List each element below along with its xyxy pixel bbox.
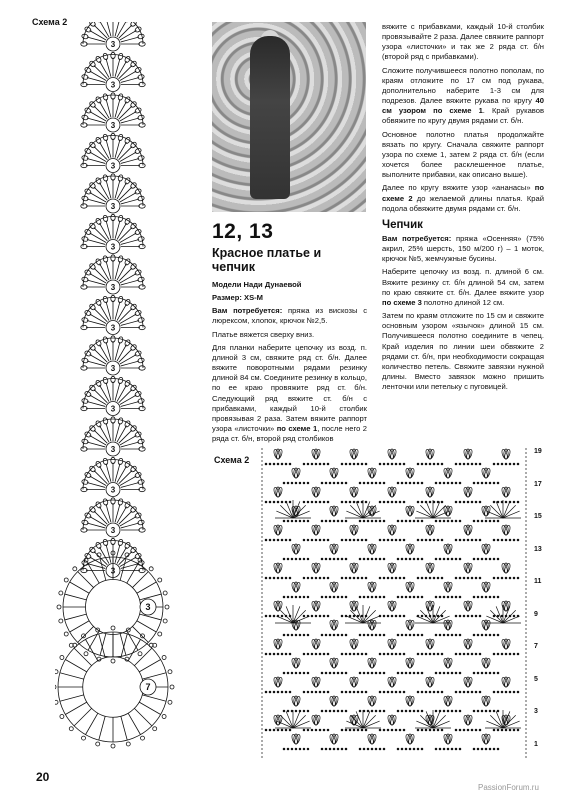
leaf-cluster <box>303 639 329 655</box>
pineapple-crochet-chart <box>258 448 530 760</box>
leaf-cluster <box>455 715 481 731</box>
fan-motif <box>81 336 145 375</box>
leaf-cluster <box>379 677 405 693</box>
leaf-cluster <box>417 525 443 541</box>
leaf-cluster <box>455 487 481 503</box>
leaf-cluster <box>473 620 499 636</box>
leaf-cluster <box>379 601 405 617</box>
motif-number: 3 <box>110 445 116 454</box>
leaf-cluster <box>397 582 423 598</box>
row-number: 5 <box>534 675 538 683</box>
col2-paragraph-1: вяжите с прибавками, каждый 10-й столбик провязывайте 2 раза. Далее свяжите раппорт узора «листочки» и так же 2 ряда ст. б/н (второй ряд с прибавками). <box>382 22 545 62</box>
leaf-cluster <box>359 544 385 560</box>
motif-number: 3 <box>110 404 116 414</box>
size-line: Размер: XS-M <box>212 293 263 303</box>
fan-motif <box>81 255 145 294</box>
leaf-cluster <box>283 620 309 636</box>
leaf-cluster <box>359 658 385 674</box>
leaf-cluster <box>435 658 461 674</box>
leaf-cluster <box>473 506 499 522</box>
motif-number: 3 <box>110 121 116 130</box>
row-number: 17 <box>534 480 542 488</box>
leaf-cluster <box>321 582 347 598</box>
leaf-cluster <box>493 563 519 579</box>
leaf-cluster <box>359 468 385 484</box>
row-number: 7 <box>534 643 538 650</box>
leaf-cluster <box>265 487 291 503</box>
leaf-cluster <box>493 449 519 465</box>
leaf-cluster <box>417 487 443 503</box>
leaf-cluster <box>379 487 405 503</box>
fan-motif <box>81 133 145 172</box>
leaf-cluster <box>435 696 461 712</box>
cap-title: Чепчик <box>382 218 423 231</box>
leaf-cluster <box>397 734 423 750</box>
col2-paragraph-4: Далее по кругу вяжите узор «ананасы» по схеме 2 до желаемой длины платья. Край подола обвяжите двумя рядами ст. б/н. <box>382 183 544 213</box>
cap-paragraph-1: Наберите цепочку из возд. п. длиной 6 см. Вяжите резинку ст. б/н длиной 54 см, затем по краю свяжите ст. б/н. Далее вяжите узор по схеме 3 полотно длиной 12 см. <box>382 267 544 307</box>
materials-line: Вам потребуется: пряжа из вискозы с люрексом, хлопок, крючок №2,5. <box>212 306 367 326</box>
motif-number: 3 <box>110 161 116 171</box>
leaf-cluster <box>455 601 481 617</box>
fan-motif <box>81 295 145 334</box>
row-number: 9 <box>534 610 538 618</box>
fan-motif <box>81 417 145 456</box>
row-number: 13 <box>534 545 542 553</box>
leaf-cluster <box>265 639 291 655</box>
col2-paragraph-2: Сложите получившееся полотно пополам, по краям отложите по 17 см под рукава, дополнительно наберите 1-3 см для подрезов. Далее вяжите рукава по кругу 40 см узором по схеме 1. Край рукавов обвяжите по кругу двумя рядами ст. б/н. <box>382 65 544 126</box>
leaf-cluster <box>435 468 461 484</box>
leaf-cluster <box>417 639 443 655</box>
intro-line: Платье вяжется сверху вниз. <box>212 329 315 339</box>
leaf-cluster <box>455 563 481 579</box>
leaf-cluster <box>341 525 367 541</box>
cap-materials: Вам потребуется: пряжа «Осенняя» (75% акрил, 25% шерсть, 150 м/200 г) – 1 моток, крючок №5, жемчужные бусины. <box>382 233 544 264</box>
leaf-cluster <box>435 734 461 750</box>
fan-arc <box>485 605 521 623</box>
leaf-cluster <box>321 658 347 674</box>
cap-paragraph-2: Затем по краям отложите по 15 см и свяжите основным узором «язычок» длиной 15 см. Получившееся полотно соедините в чепец. Край изделия по линии шеи обвяжите 2 рядами ст. б/н, при необходимости сокращая количество петель. Свяжите завязки нужной длины. Вместо завязок можно пришить ленточки или петельку с пуговицей. <box>382 311 544 392</box>
fan-motif <box>81 457 145 496</box>
leaf-cluster <box>417 563 443 579</box>
leaf-cluster <box>379 563 405 579</box>
bottom-scheme-label: Схема 2 <box>214 455 250 465</box>
leaf-cluster <box>265 563 291 579</box>
fan-arc <box>275 500 311 518</box>
article-number: 12, 13 <box>212 220 274 243</box>
leaf-cluster <box>321 620 347 636</box>
model-figure <box>250 36 290 199</box>
leaf-cluster <box>397 506 423 522</box>
leaf-cluster <box>473 658 499 674</box>
leaf-cluster <box>417 677 443 693</box>
leaf-cluster <box>303 525 329 541</box>
footer-watermark: PassionForum.ru <box>478 783 539 792</box>
page-number: 20 <box>36 770 50 784</box>
leaf-cluster <box>341 563 367 579</box>
motif-number: 3 <box>110 526 116 535</box>
leaf-cluster <box>473 582 499 598</box>
leaf-cluster <box>283 468 309 484</box>
fan-motif <box>81 498 145 537</box>
fan-motif <box>81 174 145 213</box>
leaf-cluster <box>397 696 423 712</box>
leaf-cluster <box>435 582 461 598</box>
leaf-cluster <box>265 677 291 693</box>
motif-number: 3 <box>110 566 116 576</box>
article-author: Модели Нади Дунаевой <box>212 280 302 289</box>
leaf-cluster <box>473 544 499 560</box>
leaf-cluster <box>397 620 423 636</box>
leaf-cluster <box>473 734 499 750</box>
fan-arc <box>415 710 451 728</box>
leaf-cluster <box>321 506 347 522</box>
model-photo <box>212 22 366 212</box>
leaf-cluster <box>379 715 405 731</box>
leaf-cluster <box>359 696 385 712</box>
fan-motif <box>81 214 145 253</box>
leaf-cluster <box>493 525 519 541</box>
leaf-cluster <box>321 734 347 750</box>
row-number: 1 <box>534 740 538 748</box>
fan-motif <box>81 52 145 91</box>
leaf-cluster <box>341 449 367 465</box>
leaf-cluster <box>283 582 309 598</box>
leaf-cluster <box>397 468 423 484</box>
leaf-cluster <box>417 449 443 465</box>
motif-number: 3 <box>110 40 116 49</box>
leaf-cluster <box>493 487 519 503</box>
leaf-cluster <box>493 639 519 655</box>
leaf-cluster <box>379 449 405 465</box>
leaf-cluster <box>435 620 461 636</box>
leaf-cluster <box>473 468 499 484</box>
leaf-cluster <box>379 525 405 541</box>
leaf-cluster <box>397 658 423 674</box>
fan-motif <box>81 376 145 415</box>
fan-arc <box>485 710 521 728</box>
row-number: 11 <box>534 578 542 585</box>
motif-number: 3 <box>110 283 116 292</box>
article-title: Красное платье и чепчик <box>212 246 322 274</box>
row-number: 3 <box>534 708 538 715</box>
leaf-cluster <box>283 544 309 560</box>
motif-number: 3 <box>110 485 116 495</box>
fan-arc <box>345 605 381 623</box>
leaf-cluster <box>493 677 519 693</box>
leaf-cluster <box>397 544 423 560</box>
leaf-cluster <box>473 696 499 712</box>
fan-arc <box>345 710 381 728</box>
leaf-cluster <box>283 506 309 522</box>
leaf-cluster <box>265 449 291 465</box>
motif-number: 3 <box>110 202 116 211</box>
leaf-cluster <box>303 487 329 503</box>
circle-number: 3 <box>145 602 151 612</box>
left-crochet-scheme <box>55 22 225 762</box>
leaf-cluster <box>265 715 291 731</box>
motif-number: 3 <box>110 80 116 90</box>
leaf-cluster <box>455 677 481 693</box>
leaf-cluster <box>303 449 329 465</box>
leaf-cluster <box>303 563 329 579</box>
left-scheme-label: Схема 2 <box>32 17 68 27</box>
leaf-cluster <box>379 639 405 655</box>
leaf-cluster <box>303 677 329 693</box>
leaf-cluster <box>321 468 347 484</box>
leaf-cluster <box>321 696 347 712</box>
col2-paragraph-3: Основное полотно платья продолжайте вязать по кругу. Сначала свяжите раппорт узора по схеме 1, затем 2 ряда ст. б/н (если хочется более расклешенное платье, выполните прибавки, как описано выше). <box>382 129 544 180</box>
leaf-cluster <box>303 715 329 731</box>
motif-number: 3 <box>110 364 116 373</box>
row-number: 19 <box>534 448 542 455</box>
leaf-cluster <box>341 639 367 655</box>
leaf-cluster <box>455 525 481 541</box>
leaf-cluster <box>341 677 367 693</box>
circle-number: 7 <box>145 682 151 692</box>
leaf-cluster <box>359 734 385 750</box>
leaf-cluster <box>359 582 385 598</box>
row-number: 15 <box>534 513 542 520</box>
motif-number: 3 <box>110 242 116 252</box>
leaf-cluster <box>283 696 309 712</box>
leaf-cluster <box>435 506 461 522</box>
circle-motif <box>55 626 174 748</box>
leaf-cluster <box>455 639 481 655</box>
leaf-cluster <box>283 734 309 750</box>
row-number-column <box>532 448 552 760</box>
leaf-cluster <box>265 525 291 541</box>
fan-motif <box>81 22 145 51</box>
leaf-cluster <box>455 449 481 465</box>
col1-paragraph: Для планки наберите цепочку из возд. п. длиной 3 см, свяжите ряд ст. б/н. Далее вяжите поворотными рядами резинку длиной 84 см. Соедините резинку в кольцо, по ее краю провяжите ряд ст. б/н. Следующий ряд вяжите ст. б/н с прибавками, каждый 10-й столбик провязывая 2 раза. Затем вяжите раппорт узора «листочки» по схеме 1, после него 2 ряда ст. б/н, второй ряд столбиков <box>212 342 367 444</box>
fan-motif <box>81 93 145 132</box>
leaf-cluster <box>435 544 461 560</box>
leaf-cluster <box>321 544 347 560</box>
leaf-cluster <box>303 601 329 617</box>
leaf-cluster <box>283 658 309 674</box>
motif-number: 3 <box>110 323 116 333</box>
